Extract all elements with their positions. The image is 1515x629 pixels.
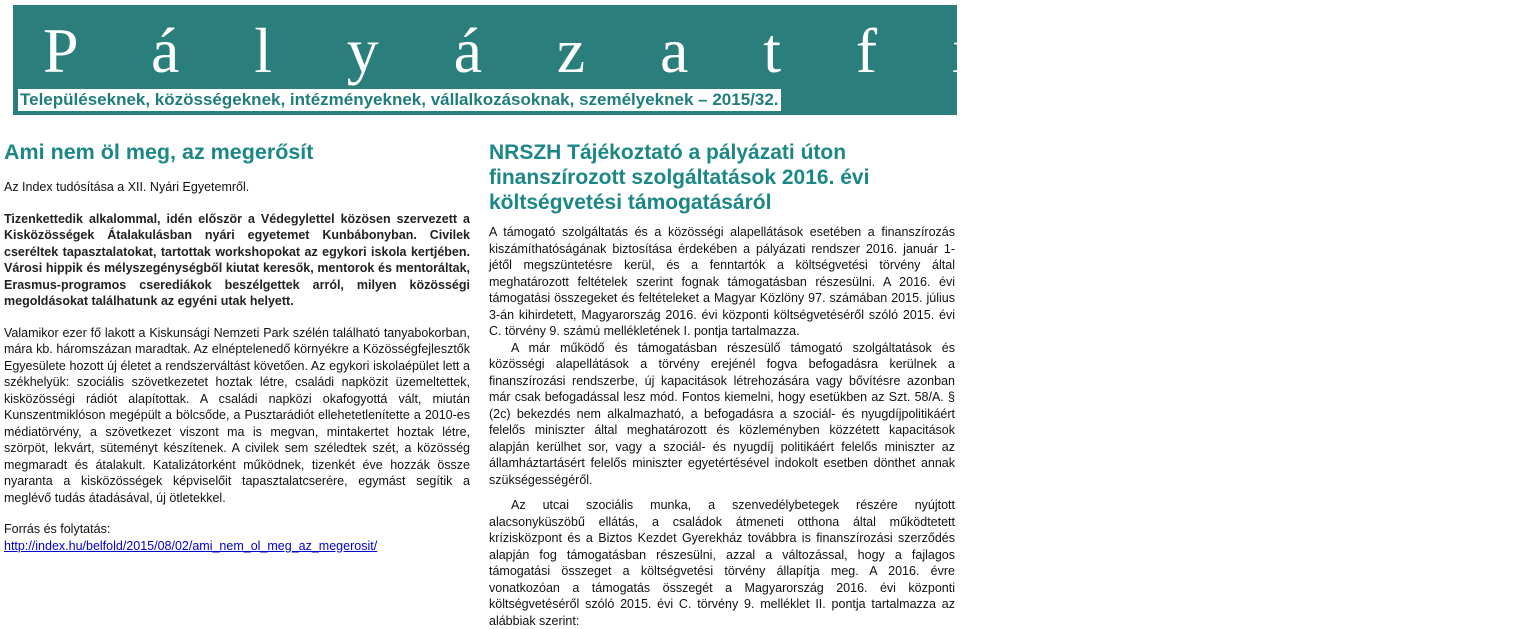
article-lead: Tizenkettedik alkalommal, idén először a Védegylettel közösen szervezett a Kisközösségek Átalakulásban nyári egyetemet Kunbábonyban. Civilek cseréltek tapasztalatokat, tartottak workshopokat az egykori iskola kertjében. Városi hippik és mélyszegénységből kiutat keresők, mentorok és mentoráltak, Erasmus-programos cserediákok beszélgettek arról, milyen közösségi megoldásokat találhatunk az egyéni utak helyett. [4,211,470,308]
publication-tagline: Településeknek, közösségeknek, intézményeknek, vállalkozásoknak, személyeknek – 2015/32. [20,90,779,109]
sources-label: Forrás és folytatás: [4,522,111,536]
article-source-line: Az Index tudósítása a XII. Nyári Egyetemről. [4,180,250,194]
nrszh-paragraph-2: A már működő és támogatásban részesülő támogató szolgáltatások és közösségi alapellátások a törvény erejénél fogva befogadásra kerülnek a finanszírozási rendszerbe, új kapacitások létrehozására vagy bővítésre azonban már csak befogadással lesz mód. Fontos kiemelni, hogy esetükben az Szt. 58/A. § (2c) bekezdés nem alkalmazható, a befogadásra a szociál- és nyugdíjpolitikáért felelős miniszter által meghatározott és közleményben közzétett kapacitások alapján kerülhet sor, vagy a szociál- és nyugdíj politikáért felelős miniszter az államháztartásért felelős miniszter egyetértésével indokolt esetben dönthet annak szükségességéről. [489,340,955,487]
nrszh-paragraph-1: A támogató szolgáltatás és a közösségi alapellátások esetében a finanszírozás kiszámíthatóságának biztosítása érdekében a pályázati rendszer 2016. január 1-jétől megszüntetésre kerül, és a fenntartók a költségvetési törvény által meghatározott feltételek szerint fognak támogatásban részesülni. A 2016. évi támogatási összegeket és feltételeket a Magyar Közlöny 97. számában 2015. július 3-án kihirdetett, Magyarország 2016. évi központi költségvetéséről szóló 2015. évi C. törvény 9. számú mellékletének I. pontja tartalmazza. [489,225,955,338]
article-heading: Ami nem öl meg, az megerősít [4,140,314,164]
source-link[interactable]: http://index.hu/belfold/2015/08/02/ami_nem_ol_meg_az_megerosit/ [4,538,378,553]
nrszh-paragraph-3: Az utcai szociális munka, a szenvedélybetegek részére nyújtott alacsonyküszöbű ellátás, a családok átmeneti otthona által működtetett krízisközpont és a Biztos Kezdet Gyerekház továbbra is finanszírozási szerződés alapján fog támogatásban részesülni, azzal a változással, hogy a fajlagos támogatási összeget a költségvetési törvény állapítja meg. A 2016. évre vonatkozóan a támogatás összegét a Magyarország 2016. évi központi költségvetéséről szóló 2015. évi C. törvény 9. melléklet II. pontja tartalmazza az alábbiak szerint: [489,498,955,628]
publication-title: P á l y á z a t f i g y e l ő [43,15,1515,86]
left-article [4,140,470,554]
right-article [489,140,955,629]
nrszh-heading: NRSZH Tájékoztató a pályázati úton finanszírozott szolgáltatások 2016. évi költségvetési támogatásáról [489,141,870,214]
article-body: Valamikor ezer fő lakott a Kiskunsági Nemzeti Park szélén található tanyabokorban, mára kb. háromszázan maradtak. Az elnéptelenedő környékre a Közösségfejlesztők Egyesülete hozott új életet a rendszerváltást követően. Az egykori iskolaépület lett a székhelyük: szociális szövetkezetet hoztak létre, családi napközit üzemeltettek, kisközösségi rádiót alapítottak. A családi napközi okafogyottá vált, miután Kunszentmiklóson megépült a bölcsőde, a Pusztarádiót ellehetetlenítette a 2010-es médiatörvény, a szövetkezet viszont ma is megvan, mintakertet hoztak létre, szörpöt, lekvárt, süteményt készítenek. A civilek sem széledtek szét, a közösség megmaradt és átalakult. Katalizátorként működnek, tizenkét éve hozzák össze nyaranta a kisközösségek képviselőit tapasztalatcserére, egymást segítik a meglévő tudás átadásával, új ötletekkel. [4,325,470,505]
